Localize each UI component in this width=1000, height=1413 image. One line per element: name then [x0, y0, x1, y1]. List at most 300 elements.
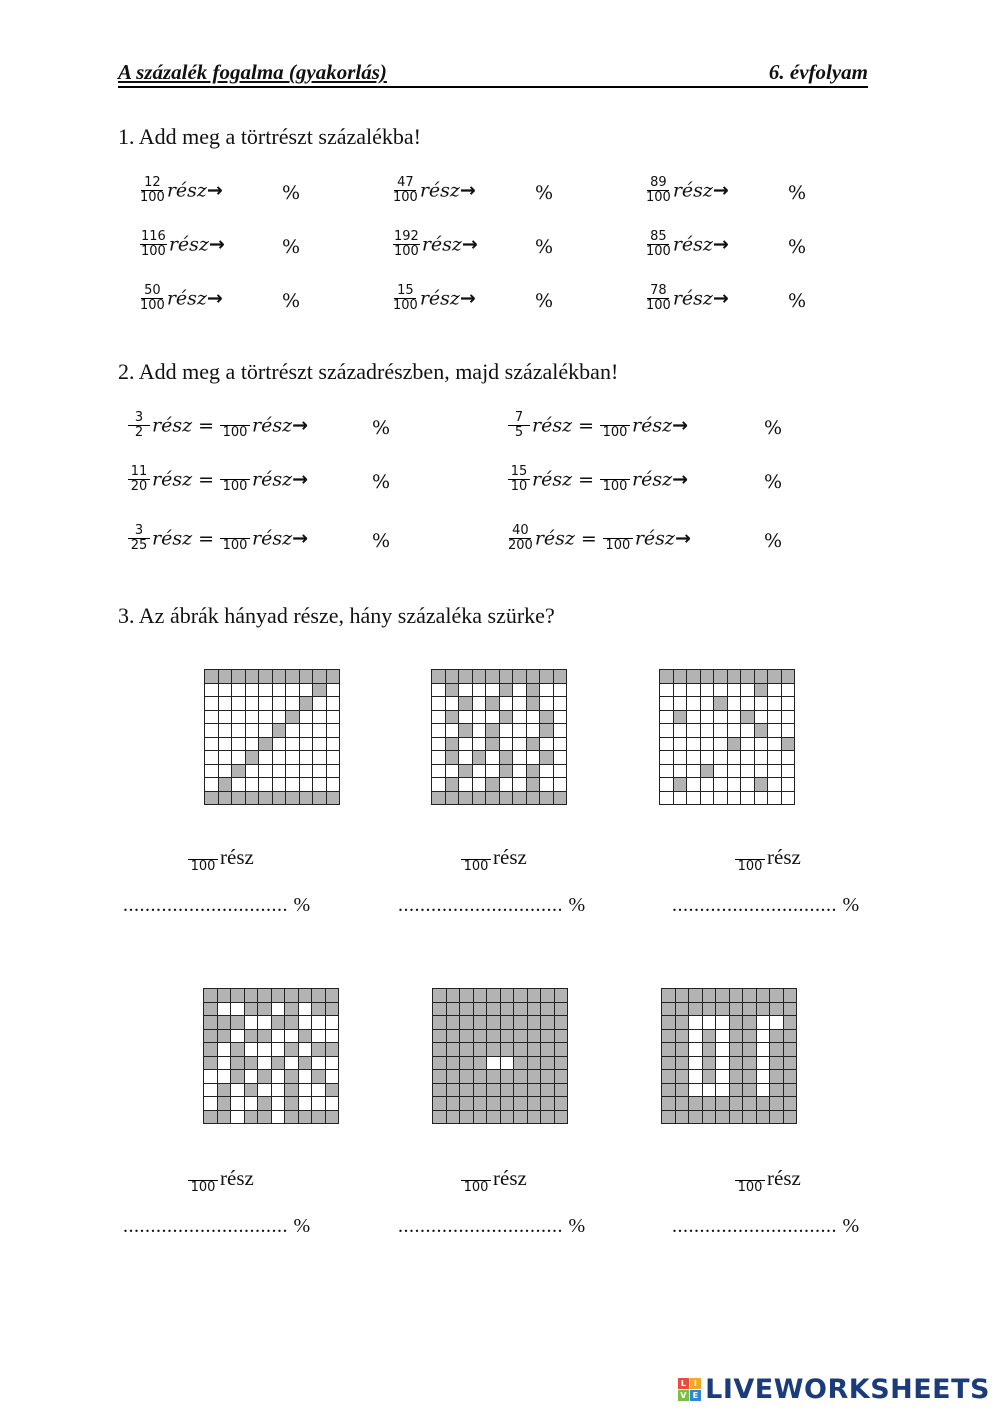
- equals-sign: =: [578, 414, 595, 437]
- white-cell: [486, 711, 499, 724]
- percent-answer[interactable]: %: [282, 236, 301, 258]
- white-cell: [728, 684, 741, 697]
- white-cell: [459, 751, 472, 764]
- hundredth-fraction-input[interactable]: [600, 465, 630, 494]
- gray-cell: [312, 1111, 325, 1124]
- gray-cell: [446, 711, 459, 724]
- gray-cell: [474, 1043, 487, 1056]
- gray-cell: [487, 1043, 500, 1056]
- white-cell: [714, 724, 727, 737]
- resz-word: rész: [532, 414, 573, 437]
- gray-cell: [770, 1084, 783, 1097]
- gray-cell: [541, 1043, 554, 1056]
- white-cell: [728, 778, 741, 791]
- ex1-item: [646, 176, 729, 205]
- fraction-denominator: 100: [141, 244, 166, 259]
- fraction-numerator: [220, 411, 250, 426]
- gray-cell: [273, 670, 286, 683]
- white-cell: [326, 1030, 339, 1043]
- resz-word: rész: [152, 468, 193, 491]
- gray-cell: [474, 989, 487, 1002]
- white-cell: [459, 711, 472, 724]
- gray-cell: [676, 1084, 689, 1097]
- gray-cell: [447, 1043, 460, 1056]
- fraction-denominator: 100: [140, 190, 165, 205]
- ex1-item: [140, 230, 225, 259]
- gray-cell: [204, 1016, 217, 1029]
- white-cell: [205, 684, 218, 697]
- percent-answer[interactable]: %: [282, 182, 301, 204]
- gray-cell: [459, 670, 472, 683]
- white-cell: [768, 778, 781, 791]
- white-cell: [326, 1016, 339, 1029]
- white-cell: [286, 684, 299, 697]
- percent-answer[interactable]: %: [372, 530, 391, 552]
- fraction-denominator: 100: [222, 538, 248, 553]
- white-cell: [716, 1084, 729, 1097]
- white-cell: [500, 778, 513, 791]
- gray-cell: [513, 792, 526, 805]
- white-cell: [232, 724, 245, 737]
- white-cell: [299, 1070, 312, 1083]
- gray-cell: [258, 1097, 271, 1110]
- fraction-numerator: 116: [141, 229, 166, 244]
- gray-cell: [528, 1111, 541, 1124]
- resz-word: rész: [421, 233, 462, 256]
- gray-cell: [528, 1070, 541, 1083]
- gray-cell: [460, 1030, 473, 1043]
- white-cell: [714, 738, 727, 751]
- hundredth-fraction-input[interactable]: [220, 465, 250, 494]
- white-cell: [231, 1097, 244, 1110]
- white-cell: [258, 1084, 271, 1097]
- gray-cell: [770, 1057, 783, 1070]
- white-cell: [232, 738, 245, 751]
- gray-cell: [540, 724, 553, 737]
- white-cell: [286, 765, 299, 778]
- white-cell: [272, 1084, 285, 1097]
- fraction-denominator: 20: [130, 479, 148, 494]
- gray-cell: [272, 1057, 285, 1070]
- hundredth-fraction-input[interactable]: [735, 1166, 765, 1195]
- fraction-numerator: 3: [128, 411, 150, 426]
- liveworksheets-logo: [678, 1374, 990, 1405]
- gray-cell: [487, 1097, 500, 1110]
- arrow-icon: →: [292, 414, 309, 437]
- white-cell: [272, 1111, 285, 1124]
- white-cell: [231, 1111, 244, 1124]
- white-cell: [272, 1043, 285, 1056]
- shaded-grid-figure: [661, 988, 797, 1124]
- percent-answer[interactable]: %: [535, 290, 554, 312]
- gray-cell: [286, 792, 299, 805]
- gray-cell: [541, 1070, 554, 1083]
- gray-cell: [459, 724, 472, 737]
- white-cell: [272, 1030, 285, 1043]
- white-cell: [554, 684, 567, 697]
- fraction: [646, 230, 671, 259]
- white-cell: [689, 1016, 702, 1029]
- white-cell: [300, 751, 313, 764]
- gray-cell: [703, 1003, 716, 1016]
- gray-cell: [326, 1084, 339, 1097]
- gray-cell: [687, 670, 700, 683]
- gray-cell: [703, 1057, 716, 1070]
- white-cell: [757, 1057, 770, 1070]
- percent-answer[interactable]: %: [764, 471, 783, 493]
- equals-sign: =: [578, 468, 595, 491]
- white-cell: [554, 724, 567, 737]
- white-cell: [768, 724, 781, 737]
- fraction-denominator: 100: [646, 244, 671, 259]
- hundredth-fraction-input[interactable]: [220, 524, 250, 553]
- gray-cell: [730, 1084, 743, 1097]
- fraction-numerator: 15: [394, 284, 416, 299]
- gray-cell: [474, 1057, 487, 1070]
- white-cell: [513, 684, 526, 697]
- gray-cell: [743, 989, 756, 1002]
- white-cell: [716, 1030, 729, 1043]
- white-cell: [286, 724, 299, 737]
- gray-cell: [500, 711, 513, 724]
- white-cell: [674, 751, 687, 764]
- gray-cell: [662, 1030, 675, 1043]
- white-cell: [432, 751, 445, 764]
- percent-answer-line[interactable]: [123, 1215, 311, 1238]
- resz-word: rész: [767, 1166, 801, 1190]
- gray-cell: [487, 1111, 500, 1124]
- gray-cell: [676, 1030, 689, 1043]
- gray-cell: [447, 1084, 460, 1097]
- percent-answer[interactable]: %: [372, 471, 391, 493]
- percent-answer-line[interactable]: [398, 1215, 586, 1238]
- white-cell: [513, 765, 526, 778]
- percent-answer[interactable]: %: [535, 182, 554, 204]
- gray-cell: [246, 670, 259, 683]
- fraction-numerator: 11: [128, 465, 150, 480]
- gray-cell: [460, 1016, 473, 1029]
- gray-cell: [527, 778, 540, 791]
- percent-answer[interactable]: %: [788, 236, 807, 258]
- white-cell: [674, 792, 687, 805]
- gray-cell: [743, 1097, 756, 1110]
- white-cell: [687, 711, 700, 724]
- percent-answer[interactable]: %: [788, 182, 807, 204]
- white-cell: [728, 724, 741, 737]
- gray-cell: [555, 1084, 568, 1097]
- gray-cell: [313, 670, 326, 683]
- white-cell: [660, 684, 673, 697]
- gray-cell: [730, 1043, 743, 1056]
- gray-cell: [541, 1030, 554, 1043]
- white-cell: [432, 765, 445, 778]
- gray-cell: [528, 1084, 541, 1097]
- white-cell: [245, 1097, 258, 1110]
- white-cell: [273, 765, 286, 778]
- white-cell: [714, 792, 727, 805]
- shaded-grid-figure: [659, 669, 795, 805]
- white-cell: [782, 684, 795, 697]
- gray-cell: [487, 989, 500, 1002]
- white-cell: [473, 697, 486, 710]
- gray-cell: [446, 670, 459, 683]
- gray-cell: [285, 1043, 298, 1056]
- gray-cell: [730, 1057, 743, 1070]
- percent-sign: %: [293, 1215, 311, 1237]
- white-cell: [782, 778, 795, 791]
- gray-cell: [474, 1097, 487, 1110]
- dotted-blank[interactable]: ..............................: [672, 894, 837, 916]
- hundredth-fraction-input[interactable]: [461, 1166, 491, 1195]
- fraction: [128, 411, 150, 440]
- gray-cell: [500, 751, 513, 764]
- arrow-icon: →: [712, 287, 729, 310]
- white-cell: [660, 778, 673, 791]
- white-cell: [259, 751, 272, 764]
- gray-cell: [701, 765, 714, 778]
- percent-answer[interactable]: %: [535, 236, 554, 258]
- dotted-blank[interactable]: ..............................: [398, 1215, 563, 1237]
- white-cell: [459, 778, 472, 791]
- fraction-answer: [461, 1166, 527, 1195]
- white-cell: [689, 1030, 702, 1043]
- white-cell: [714, 711, 727, 724]
- fraction: [140, 230, 167, 259]
- gray-cell: [285, 1097, 298, 1110]
- white-cell: [205, 697, 218, 710]
- ex2-item: [508, 524, 691, 553]
- white-cell: [741, 724, 754, 737]
- hundredth-fraction-input[interactable]: [461, 845, 491, 874]
- gray-cell: [433, 1111, 446, 1124]
- white-cell: [246, 738, 259, 751]
- gray-cell: [204, 1111, 217, 1124]
- ex2-item: [508, 411, 688, 440]
- gray-cell: [447, 1003, 460, 1016]
- arrow-icon: →: [292, 527, 309, 550]
- white-cell: [687, 697, 700, 710]
- percent-answer-line[interactable]: [398, 894, 586, 917]
- gray-cell: [433, 1057, 446, 1070]
- percent-answer[interactable]: %: [372, 417, 391, 439]
- gray-cell: [716, 1111, 729, 1124]
- gray-cell: [433, 1003, 446, 1016]
- gray-cell: [473, 670, 486, 683]
- gray-cell: [784, 1084, 797, 1097]
- gray-cell: [660, 670, 673, 683]
- hundredth-fraction-input[interactable]: [603, 524, 633, 553]
- gray-cell: [527, 738, 540, 751]
- white-cell: [473, 711, 486, 724]
- gray-cell: [326, 1003, 339, 1016]
- percent-answer[interactable]: %: [788, 290, 807, 312]
- arrow-icon: →: [672, 414, 689, 437]
- percent-answer[interactable]: %: [764, 417, 783, 439]
- white-cell: [540, 738, 553, 751]
- gray-cell: [258, 1070, 271, 1083]
- white-cell: [286, 751, 299, 764]
- gray-cell: [555, 1097, 568, 1110]
- gray-cell: [245, 1003, 258, 1016]
- gray-cell: [770, 1111, 783, 1124]
- white-cell: [299, 1097, 312, 1110]
- gray-cell: [447, 1030, 460, 1043]
- hundredth-fraction-input[interactable]: [188, 1166, 218, 1195]
- fraction-denominator: 100: [463, 859, 489, 874]
- gray-cell: [528, 1057, 541, 1070]
- white-cell: [768, 751, 781, 764]
- white-cell: [258, 1043, 271, 1056]
- fraction-numerator: [735, 1166, 765, 1181]
- gray-cell: [770, 1003, 783, 1016]
- white-cell: [259, 697, 272, 710]
- white-cell: [327, 697, 340, 710]
- gray-cell: [486, 738, 499, 751]
- percent-sign: %: [568, 894, 586, 916]
- percent-answer[interactable]: %: [282, 290, 301, 312]
- hundredth-fraction-input[interactable]: [188, 845, 218, 874]
- percent-sign: %: [842, 1215, 860, 1237]
- white-cell: [432, 697, 445, 710]
- gray-cell: [674, 711, 687, 724]
- white-cell: [446, 765, 459, 778]
- gray-cell: [743, 1003, 756, 1016]
- white-cell: [755, 792, 768, 805]
- white-cell: [554, 751, 567, 764]
- fraction-numerator: [461, 845, 491, 860]
- gray-cell: [555, 1016, 568, 1029]
- fraction-denominator: 100: [394, 244, 419, 259]
- hundredth-fraction-input[interactable]: [600, 411, 630, 440]
- gray-cell: [541, 1084, 554, 1097]
- gray-cell: [245, 1057, 258, 1070]
- gray-cell: [473, 751, 486, 764]
- white-cell: [768, 792, 781, 805]
- white-cell: [432, 738, 445, 751]
- gray-cell: [447, 1070, 460, 1083]
- white-cell: [259, 684, 272, 697]
- ex1-item: [393, 284, 476, 313]
- white-cell: [674, 724, 687, 737]
- gray-cell: [770, 989, 783, 1002]
- white-cell: [446, 697, 459, 710]
- gray-cell: [541, 1016, 554, 1029]
- gray-cell: [784, 1057, 797, 1070]
- white-cell: [757, 1030, 770, 1043]
- gray-cell: [327, 670, 340, 683]
- white-cell: [299, 1043, 312, 1056]
- gray-cell: [204, 1057, 217, 1070]
- gray-cell: [784, 989, 797, 1002]
- gray-cell: [755, 778, 768, 791]
- gray-cell: [474, 1084, 487, 1097]
- white-cell: [246, 765, 259, 778]
- white-cell: [205, 765, 218, 778]
- arrow-icon: →: [208, 233, 225, 256]
- gray-cell: [501, 989, 514, 1002]
- gray-cell: [555, 1111, 568, 1124]
- white-cell: [219, 765, 232, 778]
- gray-cell: [714, 697, 727, 710]
- gray-cell: [528, 1030, 541, 1043]
- gray-cell: [757, 1003, 770, 1016]
- white-cell: [273, 684, 286, 697]
- gray-cell: [487, 1030, 500, 1043]
- fraction-numerator: 192: [394, 229, 419, 244]
- fraction: [140, 176, 165, 205]
- gray-cell: [500, 765, 513, 778]
- hundredth-fraction-input[interactable]: [220, 411, 250, 440]
- white-cell: [501, 1057, 514, 1070]
- gray-cell: [312, 989, 325, 1002]
- fraction-numerator: 7: [508, 411, 530, 426]
- gray-cell: [662, 1111, 675, 1124]
- resz-word: rész: [252, 414, 293, 437]
- white-cell: [205, 778, 218, 791]
- gray-cell: [446, 792, 459, 805]
- white-cell: [473, 684, 486, 697]
- resz-word: rész: [632, 468, 673, 491]
- white-cell: [487, 1057, 500, 1070]
- white-cell: [300, 724, 313, 737]
- dotted-blank[interactable]: ..............................: [398, 894, 563, 916]
- white-cell: [701, 738, 714, 751]
- percent-answer-line[interactable]: [672, 1215, 860, 1238]
- logo-text: LIVEWORKSHEETS: [705, 1374, 990, 1405]
- white-cell: [770, 1016, 783, 1029]
- gray-cell: [231, 1043, 244, 1056]
- white-cell: [689, 1084, 702, 1097]
- white-cell: [232, 778, 245, 791]
- dotted-blank[interactable]: ..............................: [123, 1215, 288, 1237]
- gray-cell: [285, 989, 298, 1002]
- equals-sign: =: [580, 527, 597, 550]
- fraction-denominator: 100: [737, 1180, 763, 1195]
- gray-cell: [784, 1016, 797, 1029]
- gray-cell: [743, 1057, 756, 1070]
- logo-icon: [678, 1378, 701, 1401]
- fraction-denominator: 100: [190, 1180, 216, 1195]
- white-cell: [757, 1070, 770, 1083]
- dotted-blank[interactable]: ..............................: [672, 1215, 837, 1237]
- white-cell: [272, 1003, 285, 1016]
- fraction-numerator: [600, 465, 630, 480]
- dotted-blank[interactable]: ..............................: [123, 894, 288, 916]
- white-cell: [660, 792, 673, 805]
- fraction-numerator: 85: [647, 230, 669, 245]
- white-cell: [246, 697, 259, 710]
- white-cell: [300, 778, 313, 791]
- percent-answer-line[interactable]: [123, 894, 311, 917]
- gray-cell: [433, 989, 446, 1002]
- percent-answer[interactable]: %: [764, 530, 783, 552]
- gray-cell: [447, 1057, 460, 1070]
- gray-cell: [286, 711, 299, 724]
- white-cell: [327, 724, 340, 737]
- gray-cell: [486, 670, 499, 683]
- white-cell: [741, 765, 754, 778]
- hundredth-fraction-input[interactable]: [735, 845, 765, 874]
- white-cell: [757, 1043, 770, 1056]
- gray-cell: [285, 1111, 298, 1124]
- gray-cell: [514, 1016, 527, 1029]
- gray-cell: [231, 1070, 244, 1083]
- white-cell: [701, 751, 714, 764]
- equals-sign: =: [198, 468, 215, 491]
- gray-cell: [487, 1084, 500, 1097]
- percent-answer-line[interactable]: [672, 894, 860, 917]
- gray-cell: [300, 792, 313, 805]
